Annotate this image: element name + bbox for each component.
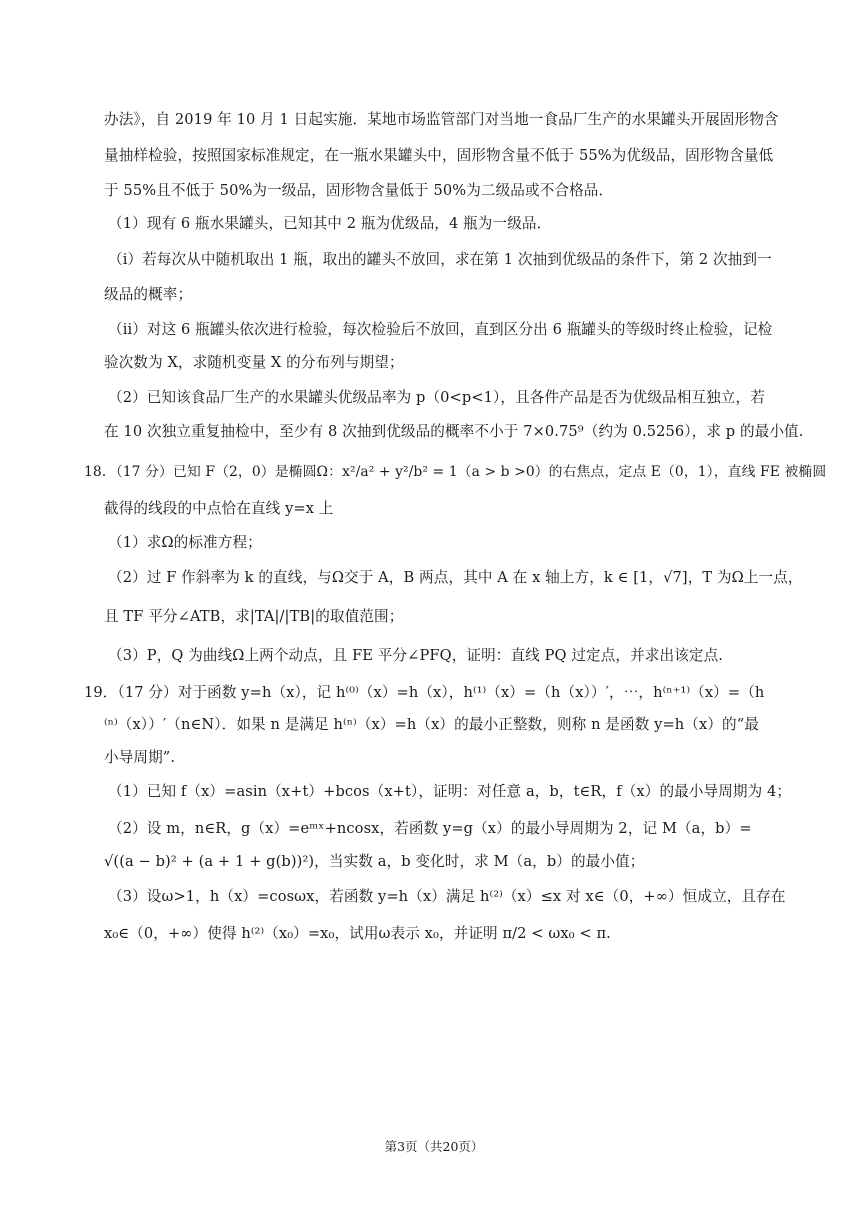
text-line: 于 55%且不低于 50%为一级品，固形物含量低于 50%为二级品或不合格品． bbox=[104, 182, 614, 199]
text-line: 级品的概率； bbox=[104, 286, 193, 303]
text-line: 量抽样检验，按照国家标准规定，在一瓶水果罐头中，固形物含量不低于 55%为优级品，固形物含量低 bbox=[104, 147, 774, 164]
text-line: 验次数为 X，求随机变量 X 的分布列与期望； bbox=[104, 354, 404, 371]
text-line: （1）现有 6 瓶水果罐头，已知其中 2 瓶为优级品，4 瓶为一级品． bbox=[108, 215, 552, 232]
text-line: 办法》，自 2019 年 10 月 1 日起实施．某地市场监管部门对当地一食品厂生产的水果罐头开展固形物含 bbox=[104, 111, 779, 128]
text-line: 小导周期”. bbox=[104, 749, 176, 766]
text-line: （1）求Ω的标准方程； bbox=[108, 534, 262, 551]
text-line: （1）已知 f（x）=asin（x+t）+bcos（x+t），证明：对任意 a，b，t∈R，f（x）的最小导周期为 4； bbox=[108, 783, 792, 800]
text-line: （2）已知该食品厂生产的水果罐头优级品率为 p（0<p<1），且各件产品是否为优级品相互独立，若 bbox=[108, 389, 765, 406]
text-line: x₀∈（0，+∞）使得 h⁽²⁾（x₀）=x₀，试用ω表示 x₀，并证明 π/2 < ωx₀ < π. bbox=[104, 925, 611, 942]
text-line: （i）若每次从中随机取出 1 瓶，取出的罐头不放回，求在第 1 次抽到优级品的条件下，第 2 次抽到一 bbox=[108, 251, 772, 268]
text-line: （3）设ω>1，h（x）=cosωx，若函数 y=h（x）满足 h⁽²⁾（x）≤x 对 x∈（0，+∞）恒成立，且存在 bbox=[108, 888, 786, 905]
text-line: ⁽ⁿ⁾（x））′（n∈N）．如果 n 是满足 h⁽ⁿ⁾（x）=h（x）的最小正整数，则称 n 是函数 y=h（x）的“最 bbox=[104, 716, 759, 733]
text-line: 且 TF 平分∠ATB，求|TA|/|TB|的取值范围； bbox=[104, 608, 404, 625]
text-line: 在 10 次独立重复抽检中，至少有 8 次抽到优级品的概率不小于 7×0.75⁹（约为 0.5256），求 p 的最小值. bbox=[104, 423, 804, 440]
question-18-stem: 18．（17 分）已知 F（2，0）是椭圆Ω：x²/a² + y²/b² = 1（a > b >0）的右焦点，定点 E（0，1），直线 FE 被椭圆 bbox=[84, 464, 827, 480]
text-line: （2）设 m，n∈R，g（x）=eᵐˣ+ncosx，若函数 y=g（x）的最小导周期为 2，记 M（a，b）= bbox=[108, 820, 752, 837]
text-line: （2）过 F 作斜率为 k 的直线，与Ω交于 A，B 两点，其中 A 在 x 轴上方，k ∈ [1，√7]，T 为Ω上一点， bbox=[108, 569, 803, 586]
text-line: （3）P，Q 为曲线Ω上两个动点，且 FE 平分∠PFQ，证明：直线 PQ 过定点，并求出该定点. bbox=[108, 647, 724, 664]
page-footer: 第3页（共20页） bbox=[384, 1139, 484, 1154]
text-line: √((a − b)² + (a + 1 + g(b))²)，当实数 a，b 变化时，求 M（a，b）的最小值； bbox=[104, 853, 645, 870]
text-line: 截得的线段的中点恰在直线 y=x 上 bbox=[104, 500, 334, 517]
text-line: （ii）对这 6 瓶罐头依次进行检验，每次检验后不放回，直到区分出 6 瓶罐头的等级时终止检验，记检 bbox=[108, 321, 773, 338]
question-19-stem: 19．（17 分）对于函数 y=h（x），记 h⁽⁰⁾（x）=h（x），h⁽¹⁾（x）=（h（x））′，⋯，h⁽ⁿ⁺¹⁾（x）=（h bbox=[84, 684, 765, 701]
